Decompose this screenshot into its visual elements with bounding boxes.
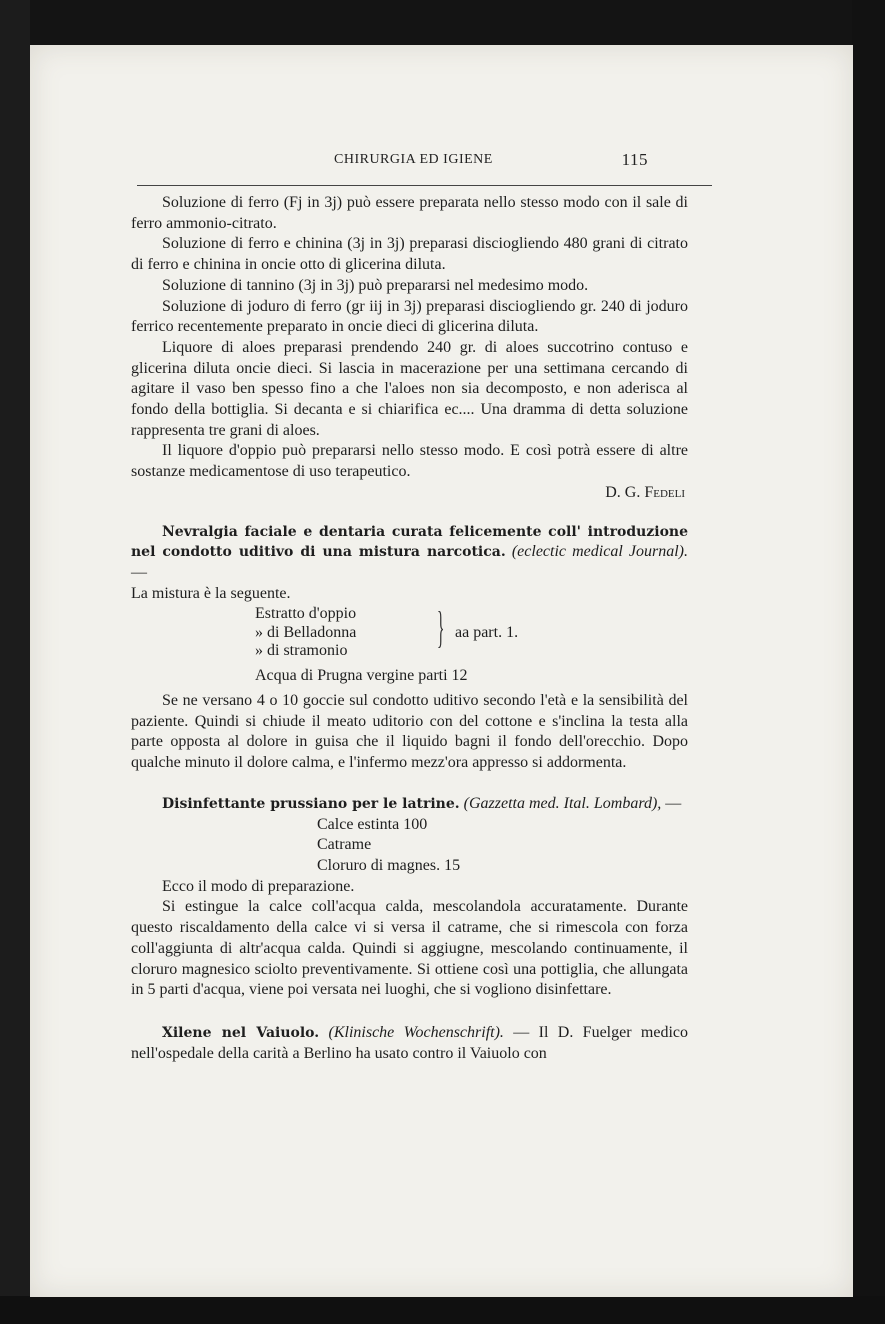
formula-line-1: Estratto d'oppio <box>255 605 357 623</box>
paragraph-joduro: Soluzione di joduro di ferro (gr iij in 3j) preparasi disciogliendo gr. 240 di joduro ferrico recentemente preparato in oncie dieci di glicerina diluta. <box>131 297 688 336</box>
formula-line-2: » di Belladonna <box>255 624 357 642</box>
formula-line-4: Acqua di Prugna vergine parti 12 <box>255 667 468 685</box>
paragraph-tannino: Soluzione di tannino (3j in 3j) può prepararsi nel medesimo modo. <box>162 276 589 294</box>
article-nevralgia-dash: — <box>131 563 147 581</box>
paragraph-ferro: Soluzione di ferro (Fj in 3j) può essere preparata nello stesso modo con il sale di ferro ammonio-citrato. <box>131 194 688 232</box>
article-xilene-body: — Il D. Fuelger medico nell'ospedale della carità a Berlino ha usato contro il Vaiuolo con <box>131 1023 688 1062</box>
article-nevralgia-source: (eclectic medical Journal). <box>511 543 688 561</box>
signature-initials: D. G. <box>605 483 641 501</box>
recipe-item-2: Catrame <box>317 836 372 854</box>
formula-dose: aa part. 1. <box>455 624 519 642</box>
article-xilene-title: Xilene nel Vaiuolo. <box>162 1024 320 1041</box>
paragraph-oppio: Il liquore d'oppio può prepararsi nello stesso modo. E così potrà essere di altre sostanze medicamentose di uso terapeutico. <box>131 442 688 481</box>
recipe-formula <box>131 604 688 666</box>
article-disinfettante-source: (Gazzetta med. Ital. Lombard), <box>463 794 662 812</box>
scan-border-bottom <box>0 1296 885 1324</box>
recipe-item-3: Cloruro di magnes. 15 <box>317 856 461 874</box>
page-number: 115 <box>621 150 648 169</box>
article-disinfettante-heading <box>131 794 688 815</box>
running-head <box>334 152 648 168</box>
scan-border-left <box>0 0 30 1324</box>
paragraph-chinina: Soluzione di ferro e chinina (3j in 3j) preparasi disciogliendo 480 grani di citrato di ferro e chinina in oncie otto di glicerina diluta. <box>131 235 688 274</box>
article-nevralgia-title: Nevralgia faciale e dentaria curata felicemente coll' introduzione nel condotto uditivo di una mistura narcotica. <box>131 523 688 561</box>
signature-name: Fedeli <box>644 483 685 501</box>
article-xilene-heading <box>131 1023 688 1064</box>
article-disinfettante-title: Disinfettante prussiano per le latrine. <box>162 795 460 812</box>
article-disinfettante-dash: — <box>665 794 682 812</box>
article-nevralgia-body: Se ne versano 4 o 10 goccie sul condotto uditivo secondo l'età e la sensibilità del paziente. Quindi si chiude il meato uditorio con del cottone e s'inclina la testa alla parte opposta al dolore in guisa che il liquido bagni il fondo dell'orecchio. Dopo qualche minuto il dolore calma, e l'infermo mezz'ora appresso si addormenta. <box>131 692 688 772</box>
formula-brace: } <box>437 603 445 653</box>
author-signature <box>131 483 688 504</box>
running-title: CHIRURGIA ED IGIENE <box>334 152 493 167</box>
article-disinfettante-intro: Ecco il modo di preparazione. <box>162 877 355 895</box>
scan-border-right <box>852 0 885 1324</box>
header-rule <box>137 185 712 186</box>
article-nevralgia-intro: La mistura è la seguente. <box>131 584 291 602</box>
article-disinfettante-body: Si estingue la calce coll'acqua calda, mescolandola accuratamente. Durante questo riscaldamento della calce vi si versa il catrame, che si rimescola con forza coll'aggiunta di altr'acqua calda. Quindi si aggiugne, mescolando continuamente, il cloruro magnesico sciolto preventivamente. Si ottiene così una pottiglia, che allungata in 5 parti d'acqua, viene poi versata nei luoghi, che si vogliono disinfettare. <box>131 898 688 999</box>
recipe-item-1: Calce estinta 100 <box>317 815 428 833</box>
page-body <box>131 193 688 1064</box>
formula-line-3: » di stramonio <box>255 642 348 660</box>
article-xilene-source: (Klinische Wochenschrift). <box>328 1023 504 1041</box>
paragraph-aloes: Liquore di aloes preparasi prendendo 240 gr. di aloes succotrino contuso e glicerina diluta oncie dieci. Si lascia in macerazione per una settimana cercando di agitare il vaso ben spesso fino a che l'aloes non sia decomposto, e non aderisca al fondo della bottiglia. Si decanta e si chiarifica ec.... Una dramma di detta soluzione rappresenta tre grani di aloes. <box>131 338 688 439</box>
article-nevralgia-heading <box>131 522 688 584</box>
